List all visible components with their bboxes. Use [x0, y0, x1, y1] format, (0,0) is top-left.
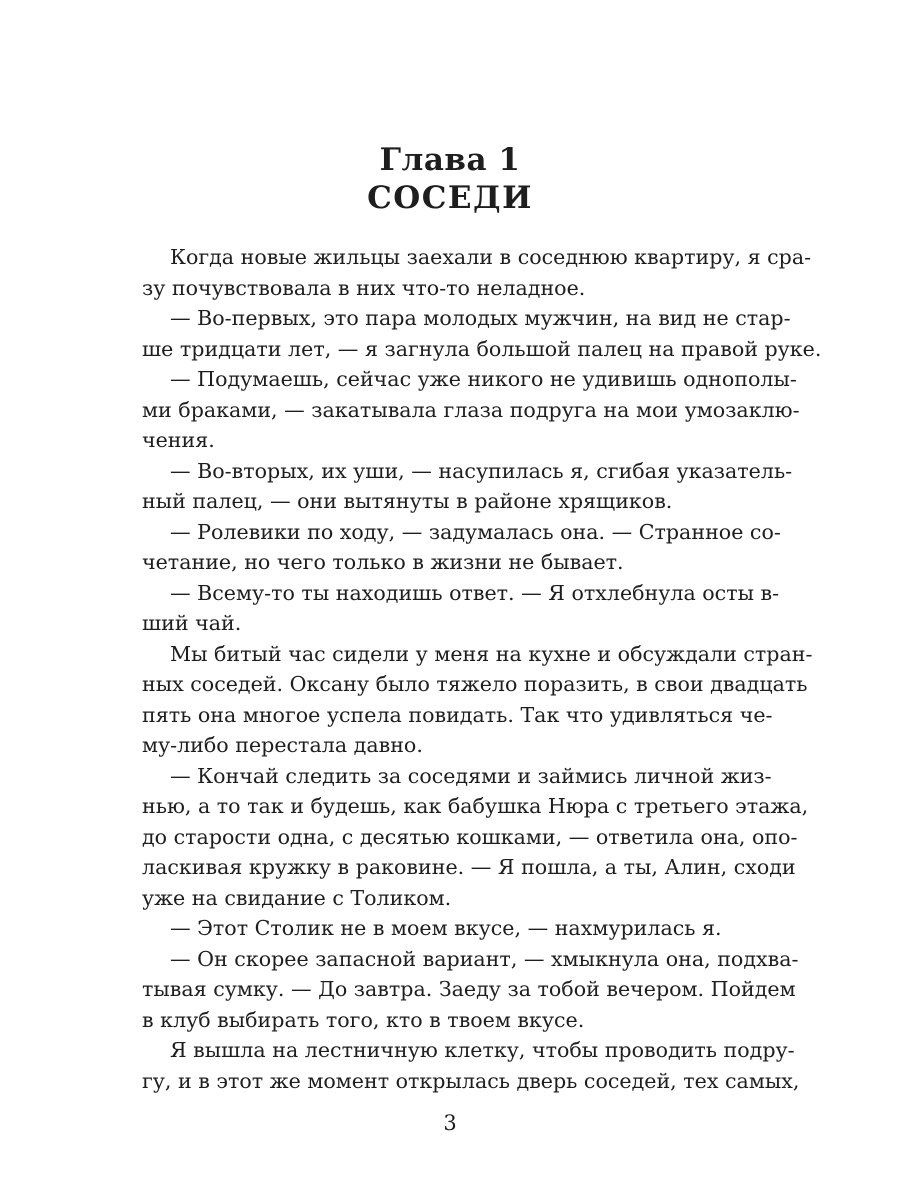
text-line: нью, а то так и будешь, как бабушка Нюра с третьего этажа,	[142, 794, 809, 818]
text-line: чения.	[142, 428, 215, 452]
text-line: — Всему-то ты находишь ответ. — Я отхлебнула осты в-	[170, 580, 780, 605]
text-line: му-либо перестала давно.	[142, 733, 423, 757]
text-line: — Во-первых, это пара молодых мужчин, на вид не стар-	[170, 306, 791, 330]
chapter-number: Глава 1	[379, 142, 521, 178]
text-line: пять она многое успела повидать. Так что удивляться че-	[142, 702, 773, 727]
text-line: уже на свидание с Толиком.	[142, 885, 452, 910]
text-line: Мы битый час сидели у меня на кухне и обсуждали стран-	[170, 641, 813, 666]
text-line: — Кончай следить за соседями и займись личной жиз-	[170, 763, 772, 788]
text-line: ласкивая кружку в раковине. — Я пошла, а ты, Алин, сходи	[142, 855, 796, 879]
text-line: — Подумаешь, сейчас уже никого не удивишь однополы-	[170, 367, 797, 391]
text-line: тывая сумку. — До завтра. Заеду за тобой вечером. Пойдем	[142, 977, 796, 1001]
text-line: зу почувствовала в них что-то неладное.	[142, 275, 586, 300]
text-line: ше тридцати лет, — я загнула большой палец на правой руке.	[142, 336, 822, 361]
text-line: — Он скорее запасной вариант, — хмыкнула она, подхва-	[170, 946, 799, 971]
text-line: в клуб выбирать того, кто в твоем вкусе.	[142, 1007, 585, 1032]
text-line: четание, но чего только в жизни не бывает.	[142, 550, 624, 574]
page-number: 3	[443, 1111, 457, 1135]
text-line: — Ролевики по ходу, — задумалась она. — Странное со-	[170, 519, 781, 544]
text-line: до старости одна, с десятью кошками, — ответила она, опо-	[142, 824, 798, 849]
text-line: ный палец, — они вытянуты в районе хрящиков.	[142, 489, 673, 513]
body-text	[142, 242, 822, 1096]
text-line: ми браками, — закатывала глаза подруга на мои умозаклю-	[142, 397, 800, 422]
text-line: — Этот Столик не в моем вкусе, — нахмурилась я.	[170, 916, 722, 940]
text-line: — Во-вторых, их уши, — насупилась я, сгибая указатель-	[170, 458, 793, 483]
text-line: Я вышла на лестничную клетку, чтобы проводить подру-	[170, 1038, 795, 1062]
text-line: Когда новые жильцы заехали в соседнюю квартиру, я сра-	[170, 245, 812, 269]
chapter-title: СОСЕДИ	[367, 180, 533, 216]
text-line: ший чай.	[142, 611, 242, 635]
text-line: ных соседей. Оксану было тяжело поразить, в свои двадцать	[142, 672, 808, 696]
text-line: гу, и в этот же момент открылась дверь соседей, тех самых,	[142, 1068, 800, 1093]
